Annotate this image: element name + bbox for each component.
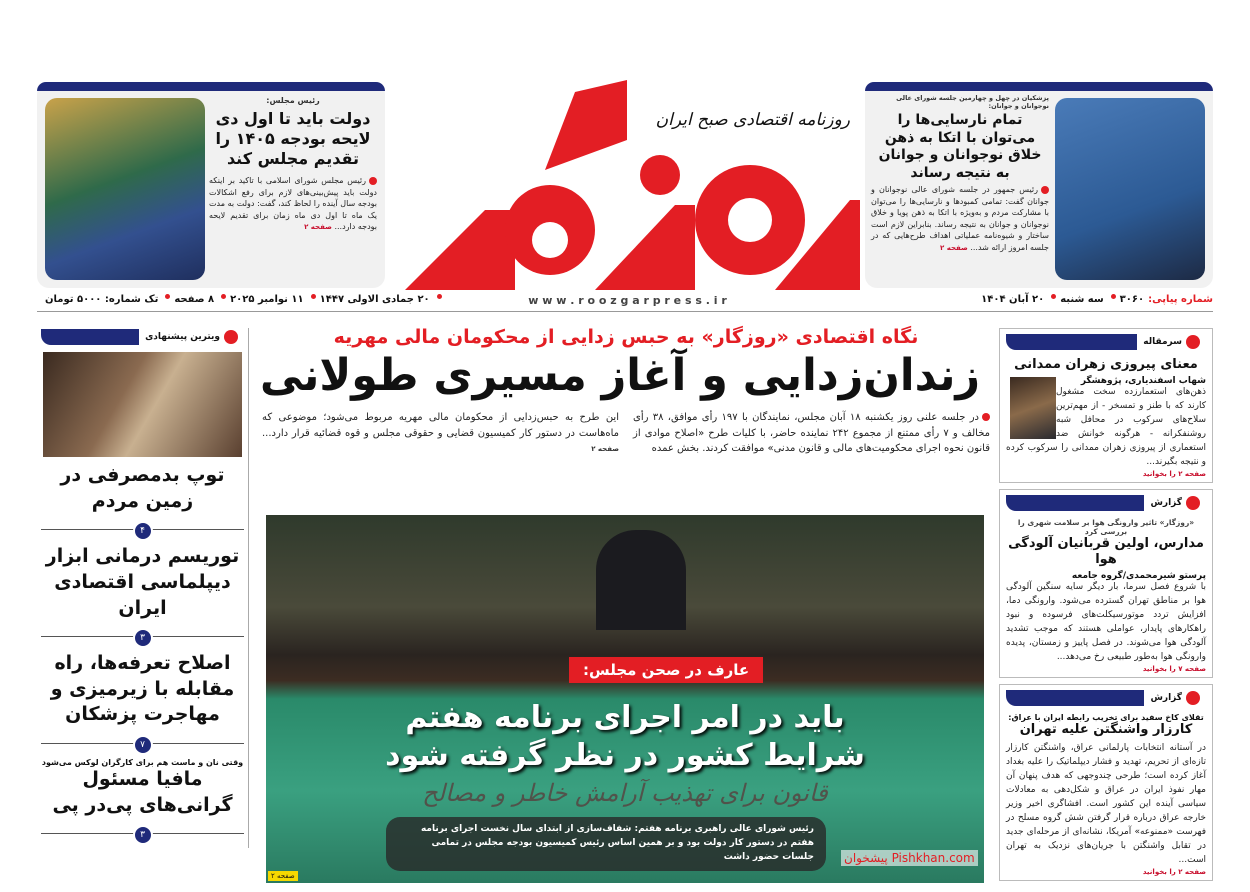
read-more[interactable]: صفحه ۲ را بخوانید [1142,469,1206,478]
logo-icon [395,80,860,290]
page-badge[interactable]: ۷ [133,735,153,755]
section-label: ویترین پیشنهادی [145,332,220,342]
kicker: رئیس مجلس: [266,96,320,105]
water-tap-photo [43,352,242,457]
left-headline[interactable]: مافیا مسئول گرانی‌های پی‌در پی [52,768,233,816]
author-photo [1010,377,1056,439]
headline[interactable]: تمام نارسایی‌ها را می‌توان با اتکا به ذهن خلاق نوجوانان و جوانان به نتیجه رساند [878,112,1042,181]
lead-body-left: این طرح به حبس‌زدایی از محکومان مالی مهریه مربوط می‌شود؛ موضوعی که ماه‌هاست در دستور کار کمیسیون قضایی و حقوقی مجلس و قوه قضائیه قرار دارد... [262,412,619,439]
left-headline[interactable]: توریسم درمانی ابزار دیپلماسی اقتصادی ایران [45,545,240,619]
lead-body-right: در جلسه علنی روز یکشنبه ۱۸ آبان مجلس، نمایندگان با ۱۹۷ رأی موافق، ۳۸ رأی مخالف و ۷ رأی ممتنع از مجموع ۲۴۲ نماینده حاضر، با کلیات طرح «اصلاح موادی از قانون نحوه اجرای محکومیت‌های مالی و قانون مدنی» موافقت کردند. بخش عمده [633,412,990,454]
body: با شروع فصل سرما، بار دیگر سایه سنگین آلودگی هوا بر مناطق تهران گسترده می‌شود. وارونگی دما، افزایش تردد موتورسیکلت‌های فرسوده و نبود راهکارهای پایدار، عواملی هستند که موجب تشدید آلودگی هوا می‌شوند. در فصل پاییز و زمستان، پدیده وارونگی هوا به‌طور طبیعی رخ می‌دهد... [1006,582,1206,663]
headline[interactable]: مدارس، اولین قربانیان آلودگی هوا [1008,535,1204,568]
section-label: گزارش [1150,693,1182,703]
read-more[interactable]: صفحه ۲ را بخوانید [1142,867,1206,876]
report-air-pollution[interactable] [999,489,1213,678]
lead-headline[interactable]: زندان‌زدایی و آغاز مسیری طولانی [259,350,981,401]
issue-number: ۳۰۶۰ [1119,294,1145,305]
lead-story [259,326,990,457]
watermark: پیشخوان Pishkhan.com [841,850,978,866]
bullet-icon [1041,186,1049,194]
hijri-date: ۲۰ جمادی الاولی ۱۴۴۷ [319,294,430,305]
top-bar [865,82,1213,91]
page-badge[interactable]: ۳ [133,825,153,845]
issue-label: شماره پیاپی: [1148,294,1213,305]
weekday: سه شنبه [1060,294,1104,305]
section-icon [224,330,238,344]
page-badge[interactable]: ۴ [133,521,153,541]
photo-story[interactable] [266,515,984,883]
body: در آستانه انتخابات پارلمانی عراق، واشنگتن کارزار تازه‌ای از تحریم، تهدید و فشار دیپلماتیک را علیه بغداد آغاز کرده است؛ طرحی چندوجهی که هدف پنهان آن مهار نفوذ ایران در عراق و شکل‌دهی به معادلات سیاسی آینده این کشور است. افشاگری اخیر وزیر خارجه عراق درباره قرار گرفتن شش گروه مسلح در فهرست «ممنوعه» آمریکا، نشانه‌ای از مرحله‌ای جدید در تقابل واشنگتن با جریان‌های نزدیک به تهران است... [1006,743,1206,865]
headline[interactable]: معنای پیروزی زهران ممدانی [1014,357,1198,372]
top-bar [37,82,385,91]
editorial[interactable] [999,328,1213,483]
read-more[interactable]: صفحه ۷ را بخوانید [1142,665,1206,673]
headline[interactable]: کارزار واشنگتن علیه تهران [1019,722,1193,737]
report-washington[interactable] [999,684,1213,881]
masthead [395,80,860,290]
body: رئیس جمهور در جلسه شورای عالی نوجوانان و جوانان گفت: تمامی کمبودها و نارسایی‌ها را می‌توان با مشارکت مردم و به‌ویژه با اتکا به ذهن پویا و خلاق نوجوانان و جوانان به نتیجه رساند. بنابراین لازم است ساختار و شیوه‌نامه عملیاتی اهداف طرح‌هایی که در جلسه امروز ارائه شد... [871,185,1049,252]
author: شهاب اسفندیاری، پژوهشگر [1080,376,1206,387]
kicker: «روزگار» تاثیر وارونگی هوا بر سلامت شهری را بررسی کرد [1017,517,1195,536]
section-label: سرمقاله [1143,337,1182,347]
top-right-story[interactable] [865,82,1213,288]
price: تک شماره: ۵۰۰۰ تومان [45,294,159,305]
speaker-photo [45,98,205,280]
divider [37,311,1213,312]
headline[interactable]: دولت باید تا اول دی لایحه بودجه ۱۴۰۵ را تقدیم مجلس کند [215,109,371,168]
page-ref[interactable]: صفحه ۲ [304,223,332,232]
body: رئیس مجلس شورای اسلامی با تاکید بر اینکه دولت باید پیش‌بینی‌های لازم برای رفع اشکالات بودجه سال آینده را لحاظ کند، گفت: دولت به مدت یک ماه تا اول دی ماه زمان برای تقدیم لایحه بودجه دارد... [209,176,377,232]
date: ۲۰ آبان ۱۴۰۴ [981,294,1045,305]
author: پرستو شیرمحمدی/گروه جامعه [1071,571,1206,582]
left-column [37,328,249,848]
issue-info-left [45,294,442,305]
top-left-story[interactable] [37,82,385,288]
kicker: وقتی نان و ماست هم برای کارگران لوکس می‌شود [41,758,244,768]
photo-headline-1[interactable]: باید در امر اجرای برنامه هفتم [405,700,845,735]
page-ref[interactable]: صفحه ۲ [268,871,298,881]
president-photo [1055,98,1205,280]
section-icon [1186,335,1200,349]
photo-label: عارف در صحن مجلس: [569,657,763,683]
page-ref[interactable]: صفحه ۲ [939,243,968,252]
page-count: ۸ صفحه [174,294,215,305]
lead-kicker: نگاه اقتصادی «روزگار» به حبس زدایی از محکومان مالی مهریه [333,326,919,348]
speaker-figure [596,530,686,630]
gregorian-date: ۱۱ نوامبر ۲۰۲۵ [230,294,304,305]
left-headline[interactable]: اصلاح تعرفه‌ها، راه مقابله با زیرمیزی و مهاجرت پزشکان [50,652,235,726]
kicker: تقلای کاخ سفید برای تخریب رابطه ایران با عراق: [1008,713,1204,722]
banner-text: قانون برای تهذیب آرامش خاطر و مصالح [422,779,828,807]
body: ذهن‌های استعمارزده سخت مشغول کارند که با طنز و تمسخر - از مهم‌ترین سلاح‌های سرکوب در محافل شبه روشنفکرانه - هرگونه خوانش ضد استعماری از پیروزی زهران ممدانی را سرکوب کرده و نتیجه بگیرند... [1006,387,1206,467]
issue-info-right [981,294,1213,305]
photo-caption: رئیس شورای عالی راهبری برنامه هفتم: شفاف‌سازی از ابتدای سال نخست اجرای برنامه هفتم در دستور کار دولت بود و بر همین اساس رئیس کمیسیون بودجه مجلس در تمامی جلسات حضور داشت [386,817,826,871]
bullet-icon [369,177,377,185]
kicker: پزشکیان در چهل و چهارمین جلسه شورای عالی نوجوانان و جوانان: [896,94,1049,110]
right-column [999,328,1213,887]
page-badge[interactable]: ۳ [133,628,153,648]
tagline: روزنامه اقتصادی صبح ایران [655,110,850,130]
left-headline[interactable]: توپ بدمصرفی در زمین مردم [60,464,225,512]
page-ref[interactable]: صفحه ۲ [591,445,619,453]
photo-headline-2[interactable]: شرایط کشور در نظر گرفته شود [385,737,865,773]
section-label: گزارش [1150,497,1182,508]
website[interactable]: w w w . r o o z g a r p r e s s . i r [528,294,727,307]
